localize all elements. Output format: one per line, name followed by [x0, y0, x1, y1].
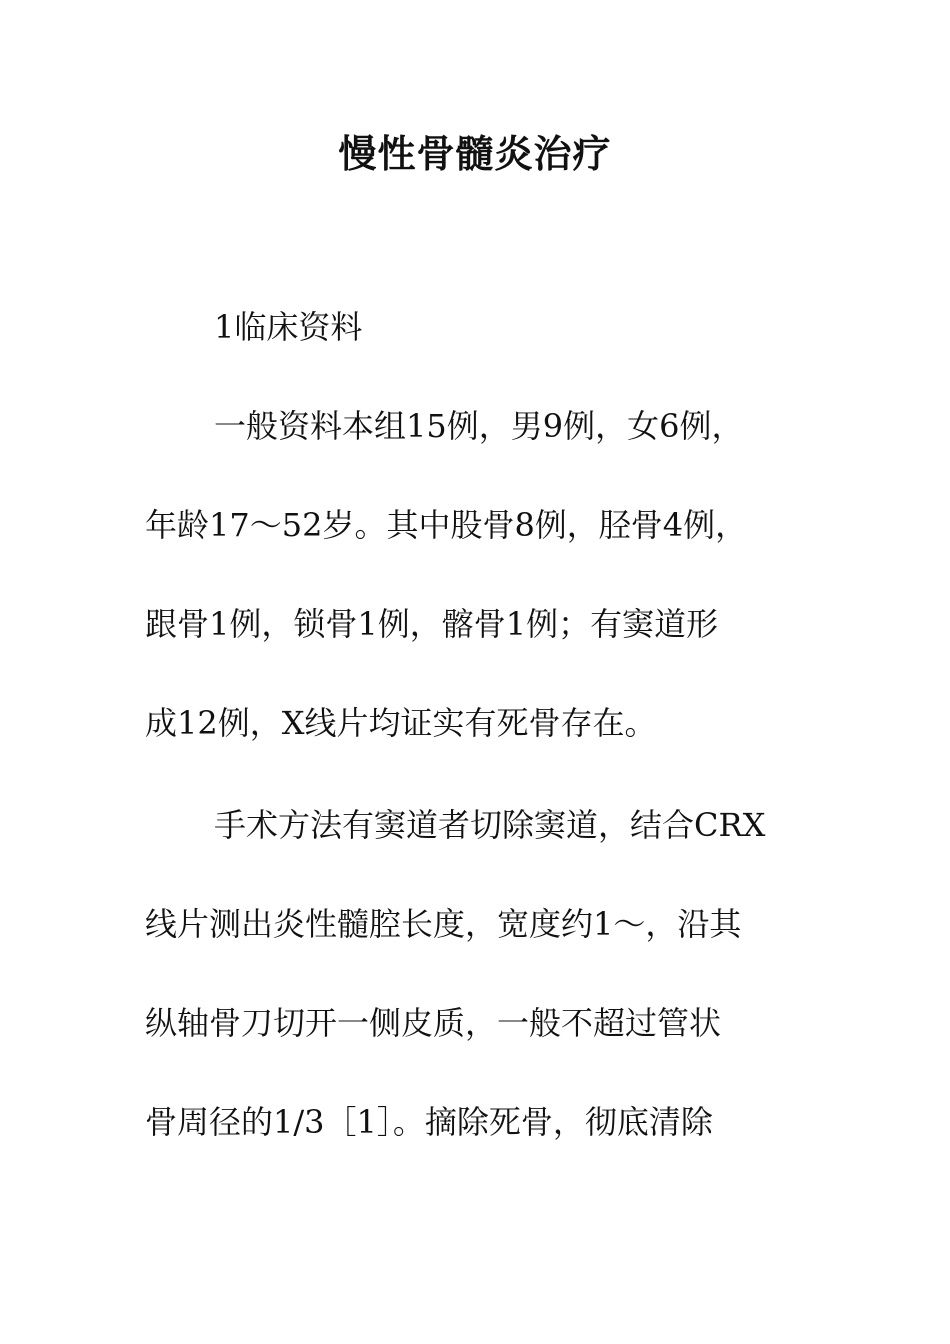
paragraph-line: 一般资料本组15例，男9例，女6例，: [214, 407, 744, 445]
paragraph-line: 手术方法有窦道者切除窦道，结合CRX: [214, 806, 766, 844]
paragraph-line: 骨周径的1/3［1］。摘除死骨，彻底清除: [145, 1103, 713, 1141]
paragraph-line: 跟骨1例，锁骨1例，髂骨1例；有窦道形: [145, 605, 719, 643]
paragraph-line: 年龄17～52岁。其中股骨8例，胫骨4例，: [145, 506, 748, 544]
paragraph-line: 线片测出炎性髓腔长度，宽度约1～，沿其: [145, 905, 742, 943]
paragraph-line: 纵轴骨刀切开一侧皮质，一般不超过管状: [145, 1004, 722, 1042]
document-title: 慢性骨髓炎治疗: [338, 132, 612, 176]
paragraph-line: 成12例，X线片均证实有死骨存在。: [145, 704, 657, 742]
section-heading: 1临床资料: [214, 308, 363, 346]
